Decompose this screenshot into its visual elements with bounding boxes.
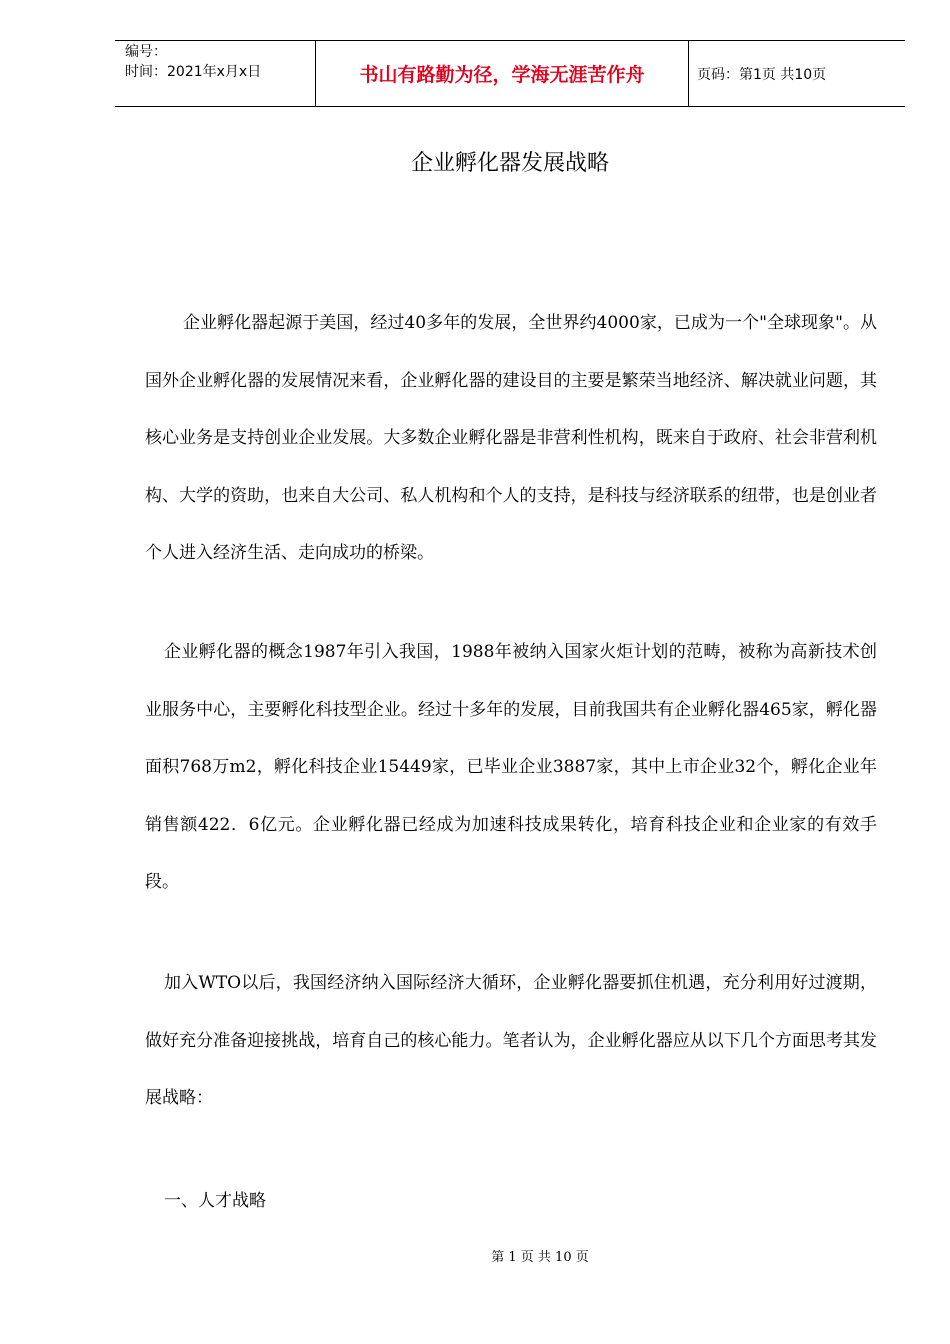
- section-heading: 一、人才战略: [164, 1191, 266, 1211]
- page-footer: 第 1 页 共 10 页: [491, 1250, 589, 1265]
- page-header: [115, 40, 905, 107]
- header-page-info: 页码：第1页 共10页: [697, 66, 827, 83]
- time-label: 时间：2021年x月x日: [125, 64, 262, 80]
- paragraph: 企业孵化器起源于美国，经过40多年的发展，全世界约4000家，已成为一个"全球现象"。从国外企业孵化器的发展情况来看，企业孵化器的建设目的主要是繁荣当地经济、解决就业问题，其核心业务是支持创业企业发展。大多数企业孵化器是非营利性机构，既来自于政府、社会非营利机构、大学的资助，也来自大公司、私人机构和个人的支持，是科技与经济联系的纽带，也是创业者个人进入经济生活、走向成功的桥梁。: [145, 313, 877, 563]
- serial-label: 编号：: [125, 44, 167, 60]
- paragraph: 企业孵化器的概念1987年引入我国，1988年被纳入国家火炬计划的范畴，被称为高新技术创业服务中心，主要孵化科技型企业。经过十多年的发展，目前我国共有企业孵化器465家，孵化器面积768万m2，孵化科技企业15449家，已毕业企业3887家，其中上市企业32个，孵化企业年销售额422．6亿元。企业孵化器已经成为加速科技成果转化，培育科技企业和企业家的有效手段。: [145, 642, 877, 892]
- header-motto: 书山有路勤为径，学海无涯苦作舟: [316, 41, 689, 106]
- header-meta: [115, 41, 316, 106]
- document-title: 企业孵化器发展战略: [410, 151, 609, 176]
- paragraph: 加入WTO以后，我国经济纳入国际经济大循环，企业孵化器要抓住机遇，充分利用好过渡期，做好充分准备迎接挑战，培育自己的核心能力。笔者认为，企业孵化器应从以下几个方面思考其发展战略：: [145, 973, 877, 1108]
